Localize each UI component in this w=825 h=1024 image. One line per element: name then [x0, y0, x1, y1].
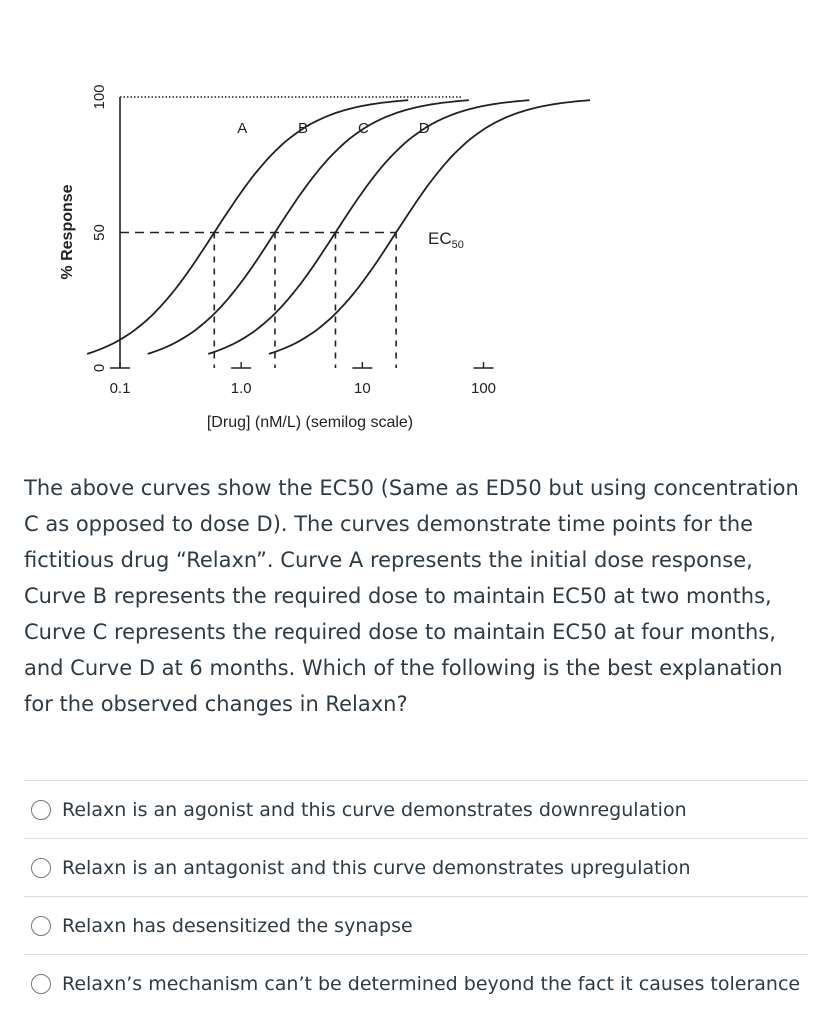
curves [87, 100, 590, 354]
curve-a [87, 100, 408, 354]
curve-d [269, 100, 590, 354]
ec50-subscript: 50 [451, 239, 464, 251]
radio-button[interactable] [31, 974, 51, 994]
answer-label: Relaxn’s mechanism can’t be determined beyond the fact it causes tolerance [62, 972, 801, 995]
question-text: The above curves show the EC50 (Same as ED50 but using concentration C as opposed to dose D). The curves demonstrate time points for the fictitious drug “Relaxn”. Curve A represents the initial dose response, Curve B represents the required dose to maintain EC50 at two months, Curve C represents the required dose to maintain EC50 at four months, and Curve D at 6 months. Which of the following is the best explanation for the observed changes in Relaxn? [24, 476, 799, 716]
curve-c [208, 100, 529, 354]
x-tick-label: 1.0 [230, 380, 252, 397]
answer-option-1[interactable] [24, 780, 808, 838]
radio-button[interactable] [31, 916, 51, 936]
x-tick-label: 10 [354, 380, 371, 397]
reference-lines [120, 233, 396, 369]
x-tick-label: 0.1 [109, 380, 131, 397]
answer-option-4[interactable] [24, 954, 808, 1013]
answer-label: Relaxn is an agonist and this curve demonstrates downregulation [62, 798, 687, 821]
y-tick-label: 0 [90, 363, 108, 373]
y-tick-label: 100 [90, 84, 108, 110]
answer-option-2[interactable] [24, 838, 808, 896]
curve-label-a: A [237, 120, 248, 137]
curve-label-d: D [418, 120, 430, 137]
ec50-label: $EC_{50}$ [428, 229, 464, 251]
y-tick-label: 50 [90, 224, 108, 241]
chart-labels [237, 120, 464, 251]
x-axis-label: [Drug] (nM/L) (semilog scale) [206, 414, 414, 431]
chart-axes [59, 84, 496, 431]
answer-option-3[interactable] [24, 896, 808, 954]
answer-list [24, 780, 808, 1013]
y-axis-label: % Response [59, 184, 76, 280]
curve-label-c: C [358, 120, 369, 137]
x-tick-label: 100 [471, 380, 497, 397]
answer-label: Relaxn has desensitized the synapse [62, 914, 413, 937]
curve-b [148, 100, 469, 354]
curve-label-b: B [297, 120, 308, 137]
radio-button[interactable] [31, 800, 51, 820]
radio-button[interactable] [31, 858, 51, 878]
dose-response-chart [0, 0, 825, 450]
answer-label: Relaxn is an antagonist and this curve demonstrates upregulation [62, 856, 691, 879]
